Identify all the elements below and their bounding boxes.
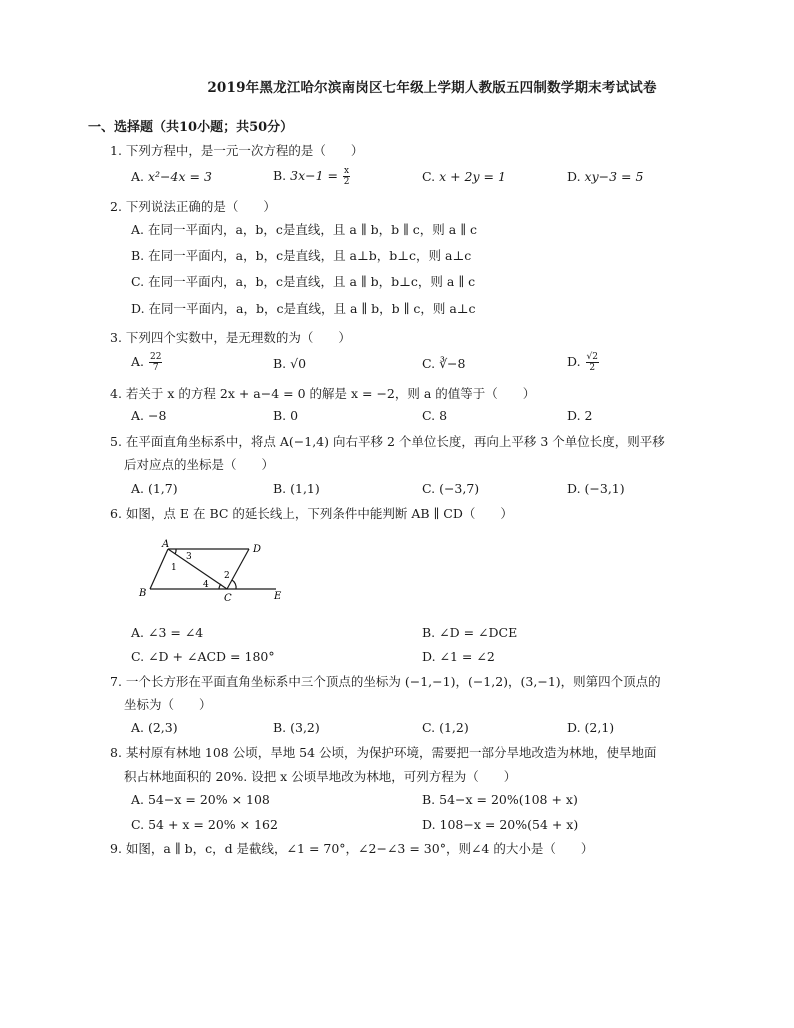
q4-option-b: B. 0	[273, 408, 299, 423]
angle-arc-4	[219, 584, 221, 589]
angle-arc-2	[232, 580, 236, 589]
label-1: 1	[171, 563, 177, 573]
q4-option-a: A. −8	[131, 408, 167, 423]
question-7-stem-line1: 7. 一个长方形在平面直角坐标系中三个顶点的坐标为 (−1,−1)，(−1,2)，(3,−1)，则第四个顶点的	[110, 674, 661, 689]
q7-option-b: B. (3,2)	[273, 720, 320, 735]
label-3: 3	[186, 552, 192, 562]
line-AC	[168, 549, 227, 589]
label-2: 2	[224, 571, 230, 581]
q8-option-c: C. 54 + x = 20% × 162	[131, 817, 278, 832]
label-4: 4	[203, 580, 209, 590]
question-6-stem: 6. 如图，点 E 在 BC 的延长线上，下列条件中能判断 AB ∥ CD（ ）	[110, 506, 513, 521]
q1-option-a: A. x²−4x = 3	[131, 169, 212, 184]
exam-title: 2019年黑龙江哈尔滨南岗区七年级上学期人教版五四制数学期末考试试卷	[207, 80, 657, 96]
q1-option-c: C. x + 2y = 1	[422, 169, 506, 184]
question-2-stem: 2. 下列说法正确的是（ ）	[110, 199, 276, 214]
q1-option-d: D. xy−3 = 5	[567, 169, 644, 184]
label-D: D	[253, 544, 262, 555]
question-7-stem-line2: 坐标为（ ）	[124, 697, 212, 712]
fraction: $\frac{x}{2}$	[343, 166, 350, 187]
line-AB	[150, 549, 168, 589]
question-4-stem: 4. 若关于 x 的方程 2x + a−4 = 0 的解是 x = −2，则 a 的值等于（ ）	[110, 386, 536, 401]
question-8-stem-line1: 8. 某村原有林地 108 公顷，旱地 54 公顷，为保护环境，需要把一部分旱地改造为林地，使旱地面	[110, 745, 657, 760]
q3-option-c: C. ∛−8	[422, 356, 466, 371]
q7-option-c: C. (1,2)	[422, 720, 469, 735]
question-5-stem-line2: 后对应点的坐标是（ ）	[124, 457, 275, 472]
q6-figure	[134, 536, 304, 606]
q6-option-a: A. ∠3 = ∠4	[131, 625, 204, 640]
q7-option-a: A. (2,3)	[131, 720, 178, 735]
q2-option-a: A. 在同一平面内，a，b，c是直线，且 a ∥ b，b ∥ c，则 a ∥ c	[131, 222, 477, 237]
line-DC	[227, 549, 249, 589]
question-5-stem-line1: 5. 在平面直角坐标系中，将点 A(−1,4) 向右平移 2 个单位长度，再向上平移 3 个单位长度，则平移	[110, 434, 665, 449]
angle-arc-3	[175, 549, 176, 554]
label-C: C	[224, 593, 232, 604]
label-B: B	[139, 588, 147, 599]
section-heading: 一、选择题（共10小题；共50分）	[88, 120, 294, 135]
q5-option-d: D. (−3,1)	[567, 481, 625, 496]
q8-option-d: D. 108−x = 20%(54 + x)	[422, 817, 579, 832]
q6-option-b: B. ∠D = ∠DCE	[422, 625, 518, 640]
fraction: $\frac{22}{7}$	[150, 352, 162, 373]
question-3-stem: 3. 下列四个实数中，是无理数的为（ ）	[110, 330, 351, 345]
q3-option-b: B. √0	[273, 356, 307, 371]
q1-option-b: B. 3x−1 = $\frac{x}{2}$	[273, 166, 350, 187]
q8-option-a: A. 54−x = 20% × 108	[131, 792, 270, 807]
q6-option-c: C. ∠D + ∠ACD = 180°	[131, 649, 275, 664]
question-9-stem: 9. 如图，a ∥ b，c，d 是截线，∠1 = 70°，∠2−∠3 = 30°，则∠4 的大小是（ ）	[110, 841, 594, 856]
q4-option-d: D. 2	[567, 408, 593, 423]
q6-option-d: D. ∠1 = ∠2	[422, 649, 495, 664]
label-E: E	[274, 591, 282, 602]
q5-option-b: B. (1,1)	[273, 481, 320, 496]
q5-option-a: A. (1,7)	[131, 481, 178, 496]
question-1-stem: 1. 下列方程中，是一元一次方程的是（ ）	[110, 143, 364, 158]
question-8-stem-line2: 积占林地面积的 20%. 设把 x 公顷旱地改为林地，可列方程为（ ）	[124, 769, 517, 784]
q5-option-c: C. (−3,7)	[422, 481, 480, 496]
fraction: $\frac{√2}{2}$	[586, 352, 599, 373]
q8-option-b: B. 54−x = 20%(108 + x)	[422, 792, 578, 807]
q4-option-c: C. 8	[422, 408, 448, 423]
label-A: A	[162, 539, 170, 550]
q2-option-c: C. 在同一平面内，a，b，c是直线，且 a ∥ b，b⊥c，则 a ∥ c	[131, 274, 476, 289]
q2-option-b: B. 在同一平面内，a，b，c是直线，且 a⊥b，b⊥c，则 a⊥c	[131, 248, 472, 263]
q3-option-d: D. $\frac{√2}{2}$	[567, 352, 599, 373]
q2-option-d: D. 在同一平面内，a，b，c是直线，且 a ∥ b，b ∥ c，则 a⊥c	[131, 301, 476, 316]
q3-option-a: A. $\frac{22}{7}$	[131, 352, 162, 373]
q7-option-d: D. (2,1)	[567, 720, 615, 735]
